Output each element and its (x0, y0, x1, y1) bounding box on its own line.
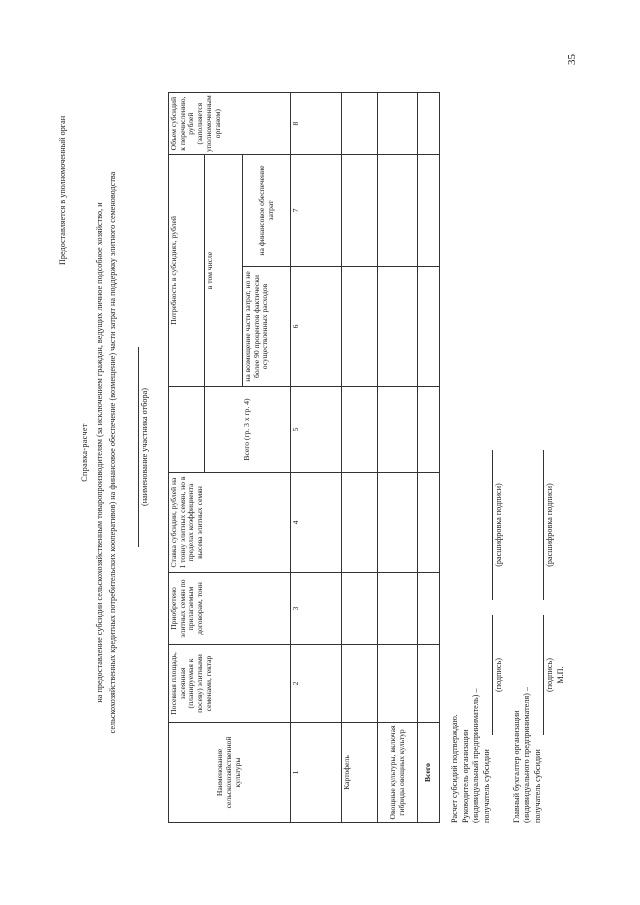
table-cell (418, 93, 440, 155)
table-cell (378, 387, 418, 473)
head-line-1: Руководитель организации (461, 729, 470, 823)
head-line-3: получатель субсидии (482, 749, 491, 823)
table-row (418, 93, 440, 823)
header-reimbursement: на возмещение части затрат, но не более 90 процентов фактически осуществленных расходов (243, 267, 291, 387)
confirm-text: Расчет субсидий подтверждаю. (450, 714, 459, 823)
table-cell (342, 267, 378, 387)
table-row (378, 93, 418, 823)
table-cell (378, 473, 418, 573)
header-sown-area: Посевная площадь, засеянная (планируемая к посеву) элитными семенами, гектар (169, 645, 291, 723)
column-number: 1 (291, 723, 342, 823)
header-rate: Ставка субсидии, рублей на 1 тонну элитных семян, но в пределах коэффициента высева элитных семян (169, 473, 291, 573)
chief-decoding-line (543, 450, 544, 600)
table-cell (418, 473, 440, 573)
table-cell (342, 93, 378, 155)
header-crop-name: Наименование сельскохозяйственной культуры (169, 723, 291, 823)
table-cell (418, 645, 440, 723)
chief-line-2: (индивидуального предпринимателя) – (522, 687, 531, 823)
chief-line-3: получатель субсидии (533, 749, 542, 823)
head-decoding-line (492, 450, 493, 600)
chief-signature-caption: (подпись) (545, 658, 554, 692)
row-name-total: Всего (418, 723, 440, 823)
header-financing: на финансовое обеспечение затрат (243, 155, 291, 267)
page-number: 35 (566, 54, 578, 65)
document-title: Справка-расчет (80, 423, 89, 482)
table-cell (378, 645, 418, 723)
chief-line-1: Главный бухгалтер организации (512, 710, 521, 823)
table-cell (378, 573, 418, 645)
table-cell (418, 387, 440, 473)
head-signature-caption: (подпись) (494, 658, 503, 692)
head-decoding-caption: (расшифровка подписи) (494, 483, 503, 567)
chief-decoding-caption: (расшифровка подписи) (545, 483, 554, 567)
table-row (342, 93, 378, 823)
table-cell (418, 267, 440, 387)
header-need: Потребность в субсидиях, рублей (169, 155, 205, 387)
column-number: 4 (291, 473, 342, 573)
table-cell (342, 573, 378, 645)
column-number: 5 (291, 387, 342, 473)
table-cell (418, 155, 440, 267)
head-signature-line (492, 615, 493, 735)
stamp-mark: М.П. (556, 666, 565, 684)
purpose-line-2: сельскохозяйственных кредитных потребительских кооперативов) на финансовое обеспечение (возмещение) части затрат на поддержку элитного семеноводства (108, 171, 117, 734)
authority-note: Предоставляется в уполномоченный орган (58, 115, 67, 265)
table-cell (342, 155, 378, 267)
table-cell (378, 93, 418, 155)
column-number: 6 (291, 267, 342, 387)
table-cell (342, 387, 378, 473)
column-number: 7 (291, 155, 342, 267)
row-name-vegetables: Овощные культуры, включая гибриды овощных культур (378, 723, 418, 823)
header-total: Всего (гр. 3 х гр. 4) (205, 387, 291, 473)
header-including: в том числе (205, 155, 243, 387)
chief-signature-line (543, 615, 544, 735)
table-cell (342, 473, 378, 573)
table-cell (342, 645, 378, 723)
header-purchased: Приобретено элитных семян по прилагаемым договорам, тонн (169, 573, 291, 645)
participant-caption: (наименование участника отбора) (140, 388, 149, 506)
column-number: 8 (291, 93, 342, 155)
column-number: 2 (291, 645, 342, 723)
header-need-left-blank (169, 387, 205, 473)
table-cell (418, 573, 440, 645)
column-number: 3 (291, 573, 342, 645)
purpose-line-1: на предоставление субсидии сельскохозяйственным товаропроизводителям (за исключением граждан, ведущих личное подсобное хозяйство, и (95, 202, 104, 703)
table-cell (378, 155, 418, 267)
subsidy-calculation-table (168, 92, 440, 823)
head-line-2: (индивидуальный предприниматель) – (471, 688, 480, 823)
participant-name-line (138, 347, 139, 547)
row-name-potato: Картофель (342, 723, 378, 823)
header-volume: Объем субсидий к перечислению, рублей (заполняется уполномоченным органом) (169, 93, 291, 155)
table-cell (378, 267, 418, 387)
